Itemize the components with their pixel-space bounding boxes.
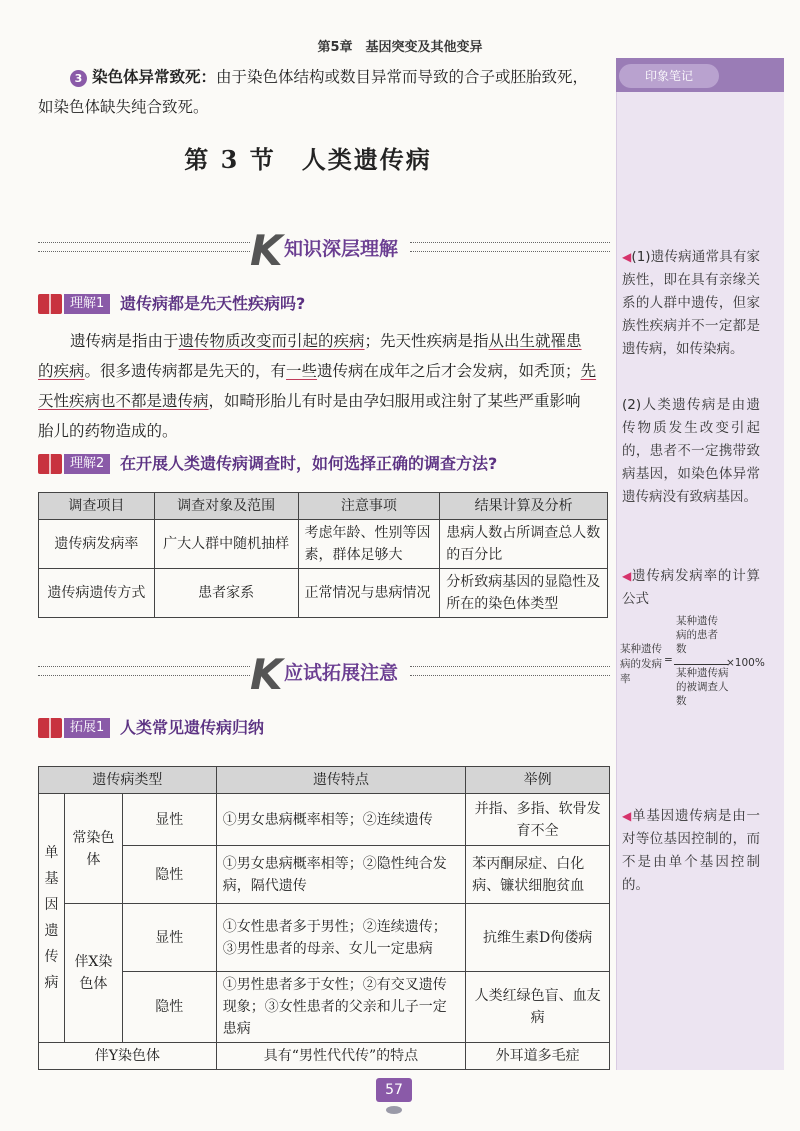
triangle-icon: ◀	[622, 809, 633, 823]
intro-line1: 由于染色体结构或数目异常而导致的合子或胚胎致死，	[215, 68, 588, 86]
example-cell: 苯丙酮尿症、白化病、镰状细胞贫血	[466, 846, 610, 904]
table-cell: 正常情况与患病情况	[298, 569, 440, 618]
dominant-label: 显性	[122, 794, 216, 846]
triangle-icon: ◀	[622, 250, 632, 264]
underlined-text: 天性疾病也不都是遗传病	[38, 392, 209, 410]
chapter-header: 第5章 基因突变及其他变异	[317, 40, 483, 55]
formula-denominator: 某种遗传病的被调查人数	[676, 667, 729, 707]
underlined-text: 从出生就罹患	[488, 332, 582, 350]
point-tag: 拓展1	[64, 718, 110, 738]
note-text: 单基因遗传病是由一对等位基因控制的，而不是由单个基因控制的。	[622, 808, 761, 893]
intro-line2: 如染色体缺失纯合致死。	[38, 98, 209, 116]
dotted-rule-right	[410, 242, 610, 252]
disease-table	[38, 766, 610, 1070]
feature-cell: ①女性患者多于男性；②连续遗传；③男性患者的母亲、女儿一定患病	[216, 904, 466, 972]
table-cell: 患病人数占所调查总人数的百分比	[440, 520, 608, 569]
underlined-text: 遗传物质改变而引起的疾病	[178, 332, 365, 350]
y-linked-label: 伴Y染色体	[39, 1043, 217, 1070]
feature-cell: ①男女患病概率相等；②隐性纯合发病，隔代遗传	[216, 846, 466, 904]
recessive-label: 隐性	[122, 972, 216, 1043]
point-title: 在开展人类遗传病调查时，如何选择正确的调查方法?	[120, 454, 498, 473]
table-row	[39, 1043, 610, 1070]
point-tag: 理解2	[64, 454, 110, 474]
feature-cell: ①男女患病概率相等；②连续遗传	[216, 794, 466, 846]
book-icon	[38, 294, 62, 314]
underlined-text: 的疾病	[38, 362, 85, 380]
single-gene-label: 单基因遗传病	[39, 794, 65, 1043]
example-cell: 人类红绿色盲、血友病	[466, 972, 610, 1043]
table-cell: 患者家系	[154, 569, 298, 618]
table-header: 举例	[466, 767, 610, 794]
underlined-text: 先	[580, 362, 597, 380]
dominant-label: 显性	[122, 904, 216, 972]
banner-label: 知识深层理解	[284, 238, 399, 260]
sidebar-note-4	[622, 805, 760, 897]
table-cell: 分析致病基因的显隐性及所在的染色体类型	[440, 569, 608, 618]
text: ；先天性疾病是指	[364, 332, 489, 350]
table-header: 调查项目	[39, 493, 155, 520]
sidebar-note-2	[622, 394, 760, 509]
page-number: 57	[376, 1078, 412, 1102]
notes-sidebar	[616, 58, 784, 1070]
exam-banner	[38, 650, 610, 699]
table-cell: 广大人群中随机抽样	[154, 520, 298, 569]
table-row	[39, 569, 608, 618]
number-badge: 3	[70, 70, 87, 87]
sidebar-tab: 印象笔记	[619, 64, 719, 88]
incidence-formula	[620, 612, 780, 712]
recessive-label: 隐性	[122, 846, 216, 904]
table-row	[39, 972, 610, 1043]
table-row	[39, 794, 610, 846]
table-header: 遗传特点	[216, 767, 466, 794]
table-header: 遗传病类型	[39, 767, 217, 794]
survey-table	[38, 492, 608, 618]
table-header: 注意事项	[298, 493, 440, 520]
feature-cell: ①男性患者多于女性；②有交叉遗传现象；③女性患者的父亲和儿子一定患病	[216, 972, 466, 1043]
autosomal-label: 常染色体	[64, 794, 122, 904]
x-linked-label: 伴X染色体	[64, 904, 122, 1043]
fraction-bar	[674, 664, 728, 665]
dotted-rule-right	[410, 666, 610, 676]
note-text: 遗传病发病率的计算公式	[622, 568, 761, 607]
knowledge-banner	[38, 226, 610, 275]
example-cell: 外耳道多毛症	[466, 1043, 610, 1070]
formula-numerator: 某种遗传病的患者数	[676, 615, 718, 655]
table-cell: 考虑年龄、性别等因素，群体足够大	[298, 520, 440, 569]
triangle-icon: ◀	[622, 569, 633, 583]
point-title: 人类常见遗传病归纳	[120, 718, 265, 737]
text: 胎儿的药物造成的。	[38, 422, 178, 440]
sidebar-note-3	[622, 565, 760, 611]
table-row	[39, 904, 610, 972]
formula-lhs: 某种遗传病的发病率	[620, 643, 662, 685]
dotted-rule-left	[38, 666, 250, 676]
dotted-rule-left	[38, 242, 250, 252]
table-header-row	[39, 767, 610, 794]
table-header: 结果计算及分析	[440, 493, 608, 520]
underlined-text: 一些	[286, 362, 318, 380]
book-icon	[38, 454, 62, 474]
text: ，如畸形胎儿有时是由孕妇服用或注射了某些严重影响	[208, 392, 581, 410]
k-logo-icon: K	[250, 650, 283, 699]
text: 。很多遗传病都是先天的，有	[84, 362, 287, 380]
table-header: 调查对象及范围	[154, 493, 298, 520]
table-cell: 遗传病发病率	[39, 520, 155, 569]
book-icon	[38, 718, 62, 738]
note-text: (1)遗传病通常具有家族性，即在具有亲缘关系的人群中遗传，但家族性疾病并不一定都是遗传病，如传染病。	[622, 249, 761, 357]
point-title: 遗传病都是先天性疾病吗?	[120, 294, 306, 313]
point1-paragraph	[38, 326, 608, 446]
intro-paragraph	[38, 62, 608, 122]
feature-cell: 具有“男性代代传”的特点	[216, 1043, 466, 1070]
table-row	[39, 520, 608, 569]
table-row	[39, 846, 610, 904]
text: 遗传病在成年之后才会发病，如秃顶；	[317, 362, 581, 380]
formula-equals: =	[664, 654, 673, 666]
banner-label: 应试拓展注意	[284, 662, 399, 684]
page-decoration-icon	[386, 1106, 402, 1114]
table-cell: 遗传病遗传方式	[39, 569, 155, 618]
text: 遗传病是指由于	[70, 332, 179, 350]
k-logo-icon: K	[250, 226, 283, 275]
point-tag: 理解1	[64, 294, 110, 314]
sidebar-note-1	[622, 246, 760, 361]
section-title: 第 3 节 人类遗传病	[184, 145, 432, 174]
example-cell: 抗维生素D佝偻病	[466, 904, 610, 972]
example-cell: 并指、多指、软骨发育不全	[466, 794, 610, 846]
formula-percent: ×100%	[726, 657, 765, 669]
note-text: (2)人类遗传病是由遗传物质发生改变引起的，患者不一定携带致病基因，如染色体异常遗传病没有致病基因。	[622, 397, 760, 505]
table-header-row	[39, 493, 608, 520]
intro-bold: 染色体异常致死：	[91, 67, 216, 86]
